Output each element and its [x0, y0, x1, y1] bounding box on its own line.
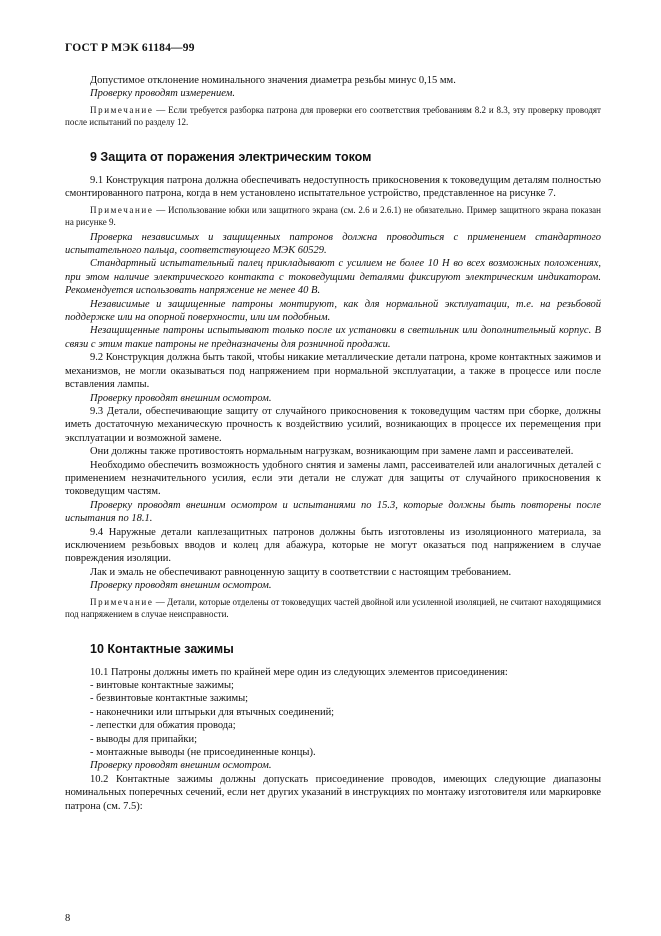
test-method: Проверка независимых и защищенных патронов должна проводиться с применением стандартного испытательного пальца, соответствующего МЭК 60529. [65, 231, 601, 257]
paragraph: Лак и эмаль не обеспечивают равноценную защиту в соответствии с настоящим требованием. [90, 566, 512, 578]
list-item: - лепестки для обжатия провода; [90, 720, 236, 732]
note [65, 204, 601, 228]
note-text: — Если требуется разборка патрона для проверки его соответствия требованиям 8.2 и 8.3, эту проверку проводят после испытаний по разделу 12. [65, 104, 601, 127]
list-item: - безвинтовые контактные зажимы; [90, 693, 249, 705]
paragraph: Необходимо обеспечить возможность удобного снятия и замены ламп, рассеивателей или аналогичных деталей с применением незначительного усилия, если эти детали не служат для защиты от случайного прикосновения к токоведущим частям. [65, 459, 601, 498]
note-text: — Использование юбки или защитного экрана (см. 2.6 и 2.6.1) не обязательно. Пример защитного экрана показан на рисунке 9. [65, 204, 601, 227]
note [65, 596, 601, 620]
paragraph: Они должны также противостоять нормальным нагрузкам, возникающим при замене ламп и рассеивателей. [90, 446, 574, 458]
list-item: - выводы для припайки; [90, 733, 198, 745]
note [65, 104, 601, 128]
page-number: 8 [65, 913, 71, 924]
test-method: Проверку проводят внешним осмотром. [90, 580, 272, 592]
list-item: - наконечники или штырьки для втычных соединений; [90, 706, 335, 718]
test-method: Незащищенные патроны испытывают только после их установки в светильник или дополнительный корпус. В связи с этим такие патроны не предназначены для розничной продажи. [65, 325, 601, 350]
test-method: Проверку проводят внешним осмотром. [90, 760, 272, 772]
paragraph: 9.3 Детали, обеспечивающие защиту от случайного прикосновения к токоведущим частям при сборке, должны иметь достаточную механическую прочность к воздействию усилий, возникающих в процессе их перемещения при эксплуатации и возможной замене. [65, 405, 601, 444]
test-method: Независимые и защищенные патроны монтируют, как для нормальной эксплуатации, т.е. на резьбовой поддержке или на опорной поверхности, или им подобным. [65, 298, 601, 324]
note-label: Примечание [90, 204, 154, 215]
test-method: Проверку проводят измерением. [90, 88, 235, 100]
paragraph: 9.2 Конструкция должна быть такой, чтобы никакие металлические детали патрона, кроме контактных зажимов и механизмов, не могли оказываться под напряжением при нормальной эксплуатации, а также в процессе или после вставления лампы. [65, 352, 601, 391]
list-item: - монтажные выводы (не присоединенные концы). [90, 747, 316, 759]
section-9-heading: 9 Защита от поражения электрическим током [90, 149, 372, 164]
test-method: Стандартный испытательный палец прикладывают с усилием не более 10 Н во всех возможных положениях, при этом наличие электрического контакта с токоведущими деталями фиксируют электрическим индикатором. Рекомендуется использовать напряжение не менее 40 В. [65, 258, 601, 297]
test-method: Проверку проводят внешним осмотром и испытаниями по 15.3, которые должны быть повторены после испытания по 18.1. [65, 499, 601, 525]
section-10-heading: 10 Контактные зажимы [90, 641, 234, 656]
note-text: — Детали, которые отделены от токоведущих частей двойной или усиленной изоляцией, не считают находящимися под напряжением в случае неисправности. [65, 596, 601, 619]
paragraph: 10.1 Патроны должны иметь по крайней мере один из следующих элементов присоединения: [90, 666, 508, 678]
paragraph: 9.1 Конструкция патрона должна обеспечивать недоступность прикосновения к токоведущим деталям полностью смонтированного патрона, когда в нем установлено испытательное устройство, представленное на рисунке 7. [65, 174, 601, 200]
page-content [65, 74, 601, 813]
note-label: Примечание [90, 596, 154, 607]
connection-list [65, 679, 601, 759]
list-item: - винтовые контактные зажимы; [90, 680, 234, 691]
paragraph: 9.4 Наружные детали каплезащитных патронов должны быть изготовлены из изоляционного материала, за исключением резьбовых вводов и колец для абажура, которые не могут оказаться под напряжением в случае повреждения изоляции. [65, 526, 601, 565]
paragraph: Допустимое отклонение номинального значения диаметра резьбы минус 0,15 мм. [90, 75, 456, 86]
paragraph: 10.2 Контактные зажимы должны допускать присоединение проводов, имеющих следующие диапазоны номинальных поперечных сечений, если нет других указаний в инструкциях по монтажу изготовителя или маркировке патрона (см. 7.5): [65, 773, 601, 812]
note-label: Примечание [90, 104, 154, 115]
document-header: ГОСТ Р МЭК 61184—99 [65, 42, 195, 54]
test-method: Проверку проводят внешним осмотром. [90, 392, 272, 404]
